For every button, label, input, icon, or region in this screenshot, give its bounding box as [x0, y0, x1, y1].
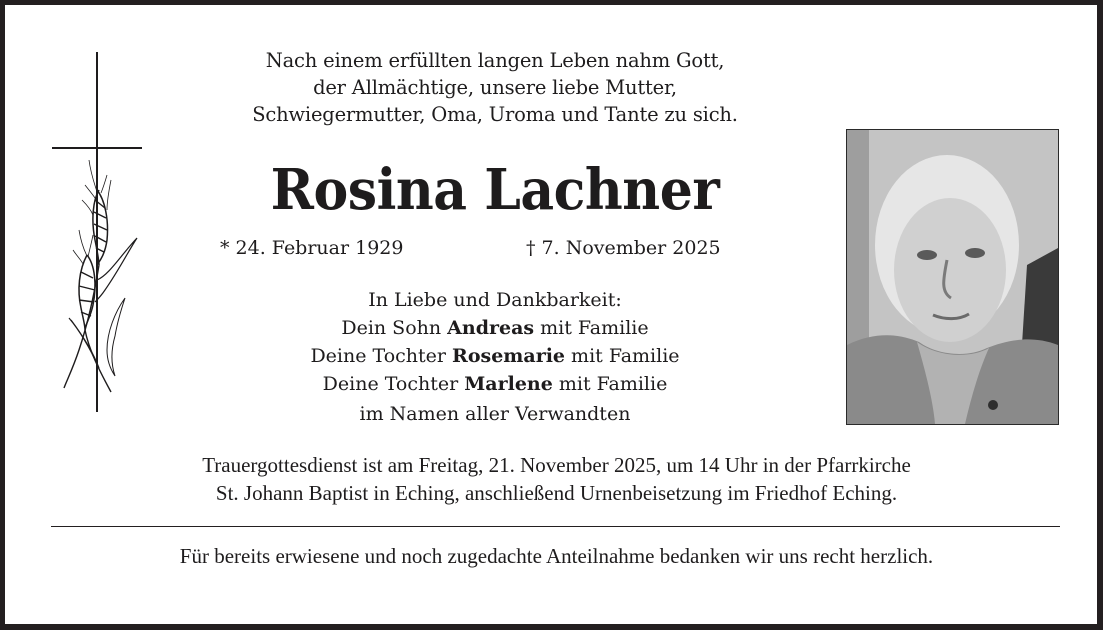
mourner-name: Marlene	[464, 373, 553, 395]
service-line: St. Johann Baptist in Eching, anschließend Urnenbeisetzung im Friedhof Eching.	[215, 481, 898, 505]
cross-with-wheat-icon	[49, 50, 149, 415]
portrait-photo	[846, 129, 1059, 425]
mourners-heading: In Liebe und Dankbarkeit:	[368, 289, 622, 311]
mourner-relation: Deine Tochter	[322, 373, 465, 395]
intro-text	[165, 47, 825, 128]
mourners-block	[205, 286, 785, 428]
mourner-suffix: mit Familie	[552, 373, 668, 395]
mourner-name: Rosemarie	[452, 345, 566, 367]
mourner-relation: Deine Tochter	[310, 345, 453, 367]
service-line: Trauergottesdienst ist am Freitag, 21. November 2025, um 14 Uhr in der Pfarrkirche	[202, 453, 911, 477]
deceased-name: Rosina Lachner	[270, 157, 720, 223]
intro-line: Nach einem erfüllten langen Leben nahm Gott,	[265, 49, 725, 72]
mourners-closing: im Namen aller Verwandten	[359, 403, 631, 425]
mourner-name: Andreas	[447, 317, 535, 339]
intro-line: Schwiegermutter, Oma, Uroma und Tante zu sich.	[252, 103, 738, 126]
mourner-line	[205, 370, 785, 398]
birth-date: * 24. Februar 1929	[220, 237, 404, 259]
mourner-line	[205, 314, 785, 342]
mourner-relation: Dein Sohn	[341, 317, 448, 339]
divider	[51, 526, 1060, 527]
mourner-line	[205, 342, 785, 370]
mourner-suffix: mit Familie	[565, 345, 680, 367]
intro-line: der Allmächtige, unsere liebe Mutter,	[313, 76, 677, 99]
mourner-suffix: mit Familie	[534, 317, 649, 339]
funeral-service-info	[35, 451, 1078, 507]
thanks-text: Für bereits erwiesene und noch zugedachte Anteilnahme bedanken wir uns recht herzlich.	[179, 544, 934, 568]
death-date: † 7. November 2025	[526, 237, 721, 259]
